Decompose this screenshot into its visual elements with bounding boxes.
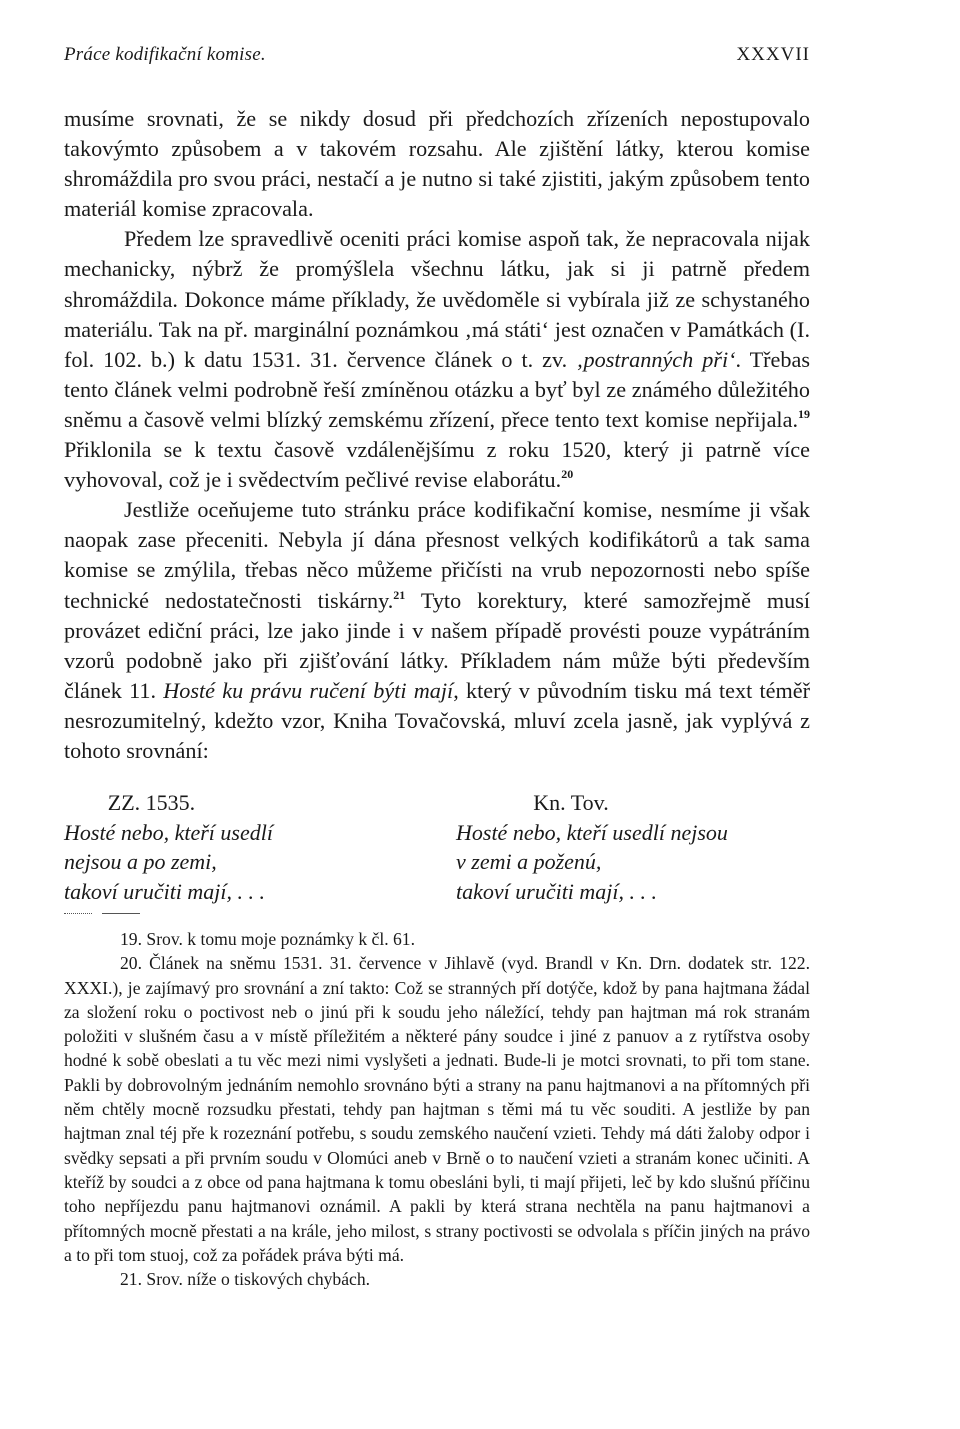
paragraph-text: . Třebas tento článek velmi podrobně řeší zmíněnou otázku a byť byl ze známého důležitého sněmu a časově velmi blízký zemskému zřízení, přece tento text komise nepřijala. <box>64 346 810 432</box>
italic-phrase: ‚postranných při‘ <box>576 346 736 372</box>
separator-solid-segment <box>102 913 140 914</box>
comparison-line: takoví uručiti mají, . . . <box>64 878 266 904</box>
paragraph-text: musíme srovnati, že se nikdy dosud při předchozích zřízeních nepostupovalo takovýmto způsobem a v takovém rozsahu. Ale zjištění látky, kterou komise shromáždila pro svou práci, nestačí a je nutno si také zjistiti, jakým způsobem tento materiál komise zpracovala. <box>64 106 810 222</box>
page-header <box>64 44 810 74</box>
italic-phrase: Hosté ku právu ručení býti mají <box>163 677 454 703</box>
footnote-text: Srov. k tomu moje poznámky k čl. 61. <box>146 929 416 949</box>
comparison-line: v zemi a poženú, <box>456 849 602 874</box>
comparison-left-heading: ZZ. 1535. <box>107 790 196 815</box>
paragraph-text: , který v původním tisku má text téměř nesrozumitelný, kdežto vzor, Kniha Tovačovská, mluví zcela jasně, jak vyplývá z tohoto srovnání: <box>64 677 810 763</box>
separator-dotted-segment <box>64 913 92 914</box>
comparison-line: Hosté nebo, kteří usedlí nejsou <box>456 819 728 845</box>
footnote-21 <box>64 1267 810 1291</box>
body-text <box>64 104 810 766</box>
footnote-number: 19. <box>120 929 142 949</box>
footnote-number: 20. <box>120 953 142 974</box>
page-number: XXXVII <box>736 44 810 65</box>
paragraph-text: Tyto korektury, které samozřejmě musí provázet ediční práci, lze jako jinde i v našem případě provésti pouze vypátráním vzorů podobně jako při zjišťování látky. Příkladem nám může býti především článek 11. <box>64 587 811 703</box>
paragraph-text: Přiklonila se k textu časově vzdálenějšímu z roku 1520, který ji patrně více vyhovoval, což je i svědectvím pečlivé revise elaborátu. <box>64 437 810 493</box>
footnote-reference: 20 <box>561 467 574 482</box>
footnotes <box>64 927 810 1291</box>
comparison-right-column <box>456 788 796 906</box>
body-paragraph <box>64 495 810 766</box>
comparison-right-heading: Kn. Tov. <box>533 790 609 815</box>
paragraph-text: Předem lze spravedlivě oceniti práci komise aspoň tak, že nepracovala nijak mechanicky, nýbrž že promýšlela všechnu látku, jak si ji patrně předem shromáždila. Dokonce máme příklady, že uvědoměle si vybírala již ze schystaného materiálu. Tak na př. marginální poznámkou ‚má státi‘ jest označen v Památkách (I. fol. 102. b.) k datu 1531. 31. července článek o t. zv. <box>64 226 810 372</box>
footnote-number: 21. <box>120 1269 142 1290</box>
body-paragraph <box>64 224 810 495</box>
footnote-separator <box>64 913 174 914</box>
body-paragraph <box>64 104 810 224</box>
footnote-text: Článek na sněmu 1531. 31. července v Jihlavě (vyd. Brandl v Kn. Drn. dodatek str. 122. XXXI.), je zajímavý pro srovnání a zní takto: Což se stranných pří dotýče, kdož by pana hajtmana žádal za složení roku o poctivost neb o jinú při k soudu jeho náležící, tehdy pan hajtman má rok stranám položiti v slušném času a v místě příležitém a některé pány soudce i jiné z panuov a z rytířstva osoby hodné k sobě obeslati a tu věc mezi nimi vyslyšeti a jednati. Bude-li je motci srovnati, to při tom stane. Pakli by dobrovolným jednáním nemohlo srovnáno býti a strany na panu hajtmanovi a na přítomných při něm chtěly mocně rozsudku přestati, tehdy pan hajtman s těmi má tu věc souditi. A jestliže by pan hajtman znal téj pře k rozeznání potřebu, s soudu zemského naučení vzieti. Tehdy má dáti žaloby odpor i svědky sepsati a při prvním soudu v Olomúci aneb v Brně o to naučení vzieti a stranám konec učiniti. A kteříž by soudci a z obce od pana hajtmana k tomu obesláni byli, ti mají přijeti, leč by kdo slušnú příčinu toho nepříjezdu panu hajtmanovi oznámil. A pakli by která strana nechtěla na panu hajtmanovi a přítomných mocně přestati a na krále, jeho milost, s strany poctivosti se odvolala s příčin jiných na právo a to při tom stuoj, což za pořádek práva býti má. <box>64 953 810 1265</box>
paragraph-text: Jestliže oceňujeme tuto stránku práce kodifikační komise, nesmíme ji však naopak zase přeceniti. Nebyla jí dána přesnost velkých kodifikátorů a tak sama komise se zmýlila, třebas něco můžeme přičísti na vrub nepozornosti nebo spíše technické nedostatečnosti tiskárny. <box>64 497 810 613</box>
footnote-text: Srov. níže o tiskových chybách. <box>146 1269 371 1290</box>
footnote-19 <box>64 927 810 951</box>
comparison-line: takoví uručiti mají, . . . <box>456 878 658 904</box>
comparison-left-column <box>64 788 394 906</box>
footnote-reference: 19 <box>798 406 810 421</box>
running-title: Práce kodifikační komise. <box>64 44 266 65</box>
footnote-reference: 21 <box>393 587 406 602</box>
footnote-20 <box>64 951 810 1267</box>
comparison-line: Hosté nebo, kteří usedlí <box>64 819 273 845</box>
comparison-line: nejsou a po zemi, <box>64 849 217 874</box>
